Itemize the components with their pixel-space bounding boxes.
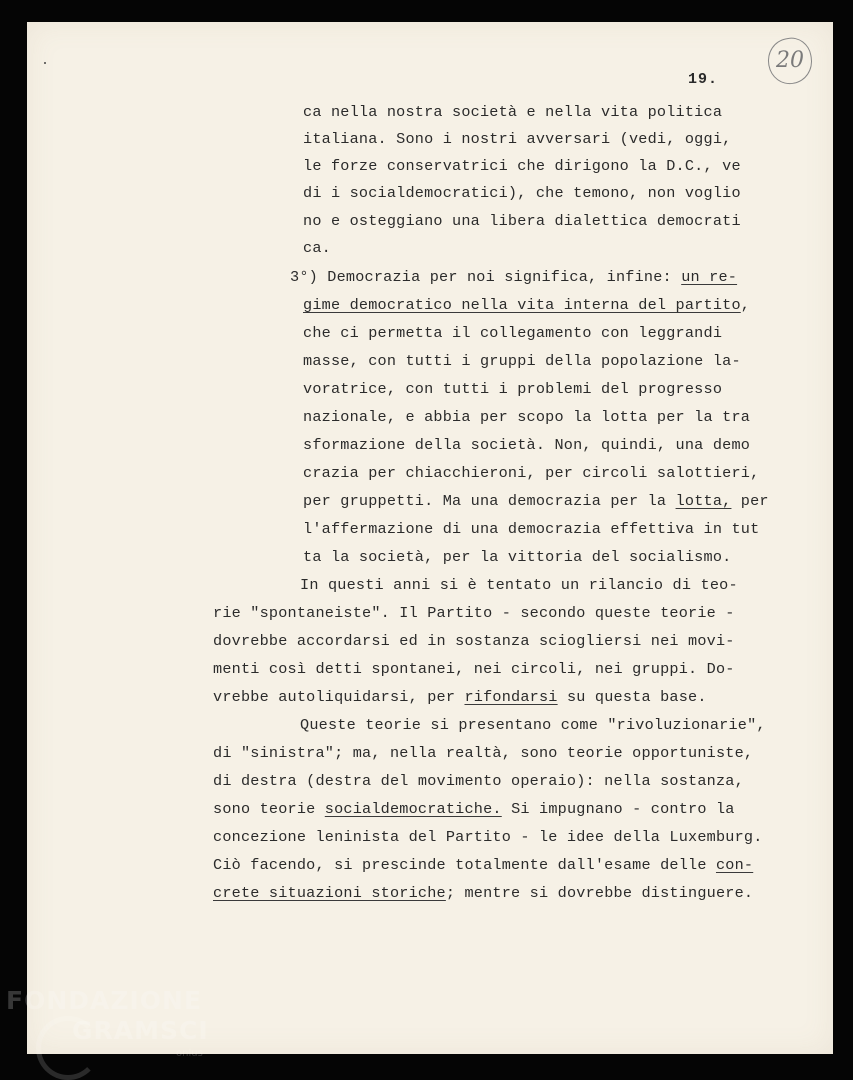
text-segment: di "sinistra"; ma, nella realtà, sono teorie opportuniste, [213, 744, 754, 762]
text-segment: In questi anni si è tentato un rilancio di teo- [300, 576, 738, 594]
text-line [303, 436, 750, 454]
text-segment: concezione leninista del Partito - le idee della Luxemburg. [213, 828, 763, 846]
text-line [303, 492, 769, 510]
text-segment: Ciò facendo, si prescinde totalmente dall'esame delle [213, 856, 716, 874]
fondazione-gramsci-watermark [2, 986, 212, 1076]
underlined-text: un re- [681, 268, 738, 286]
text-line [303, 464, 759, 482]
text-line [213, 688, 707, 706]
text-segment: le forze conservatrici che dirigono la D.C., ve [303, 157, 741, 175]
text-line [303, 408, 750, 426]
underlined-text: lotta, [675, 492, 732, 510]
text-segment: italiana. Sono i nostri avversari (vedi, oggi, [303, 130, 732, 148]
text-segment: Si impugnano - contro la [501, 800, 735, 818]
text-line [303, 296, 750, 314]
text-line [213, 800, 735, 818]
text-segment: menti così detti spontanei, nei circoli, nei gruppi. Do- [213, 660, 735, 678]
text-segment: rie "spontaneiste". Il Partito - secondo queste teorie - [213, 604, 735, 622]
watermark-line-1: FONDAZIONE [6, 986, 203, 1015]
text-segment: su questa base. [557, 688, 707, 706]
text-segment: ta la società, per la vittoria del socialismo. [303, 548, 732, 566]
text-line [303, 352, 741, 370]
text-segment: sono teorie [213, 800, 325, 818]
text-segment: per gruppetti. Ma una democrazia per la [303, 492, 676, 510]
text-segment: ; mentre si dovrebbe distinguere. [445, 884, 754, 902]
text-segment: 3°) Democrazia per noi significa, infine: [290, 268, 682, 286]
text-line [303, 157, 741, 175]
text-line [303, 103, 722, 121]
handwritten-folio-number: 20 [776, 48, 804, 73]
text-segment: per [731, 492, 769, 510]
text-segment: di destra (destra del movimento operaio): nella sostanza, [213, 772, 744, 790]
text-line [303, 520, 759, 538]
text-line [213, 744, 753, 762]
text-segment: no e osteggiano una libera dialettica democrati [303, 212, 741, 230]
text-segment: crazia per chiacchieroni, per circoli salottieri, [303, 464, 760, 482]
text-segment: voratrice, con tutti i problemi del progresso [303, 380, 723, 398]
text-segment: ca nella nostra società e nella vita politica [303, 103, 723, 121]
text-line [213, 660, 735, 678]
text-segment: masse, con tutti i gruppi della popolazione la- [303, 352, 741, 370]
text-line [303, 212, 741, 230]
underlined-text: crete situazioni storiche [213, 884, 446, 902]
underlined-text: gime democratico nella vita interna del partito [303, 296, 741, 314]
text-line [300, 576, 738, 594]
text-segment: che ci permetta il collegamento con leggrandi [303, 324, 723, 342]
text-segment: dovrebbe accordarsi ed in sostanza sciogliersi nei movi- [213, 632, 735, 650]
text-line [213, 828, 763, 846]
text-segment: l'affermazione di una democrazia effettiva in tut [303, 520, 760, 538]
text-line [213, 604, 735, 622]
underlined-text: con- [715, 856, 754, 874]
watermark-line-3: onlus [176, 1048, 203, 1059]
text-line [213, 884, 753, 902]
text-line [303, 324, 722, 342]
text-segment: ca. [303, 239, 331, 257]
text-segment: Queste teorie si presentano come "rivoluzionarie", [300, 716, 766, 734]
underlined-text: rifondarsi [464, 688, 558, 706]
text-line [303, 239, 331, 257]
text-segment: di i socialdemocratici), che temono, non voglio [303, 184, 741, 202]
text-line [213, 772, 744, 790]
text-segment: sformazione della società. Non, quindi, una demo [303, 436, 751, 454]
text-line [300, 716, 766, 734]
text-segment: vrebbe autoliquidarsi, per [213, 688, 465, 706]
text-line [303, 184, 741, 202]
text-line [213, 632, 735, 650]
underlined-text: socialdemocratiche. [324, 800, 502, 818]
ink-speck [44, 62, 46, 64]
text-segment: nazionale, e abbia per scopo la lotta per la tra [303, 408, 751, 426]
page-number: 19. [688, 71, 719, 88]
watermark-line-2: GRAMSCI [72, 1016, 209, 1045]
text-line [303, 130, 731, 148]
text-line [303, 380, 722, 398]
text-line [290, 268, 737, 286]
text-line [213, 856, 753, 874]
text-line [303, 548, 731, 566]
text-segment: , [740, 296, 751, 314]
